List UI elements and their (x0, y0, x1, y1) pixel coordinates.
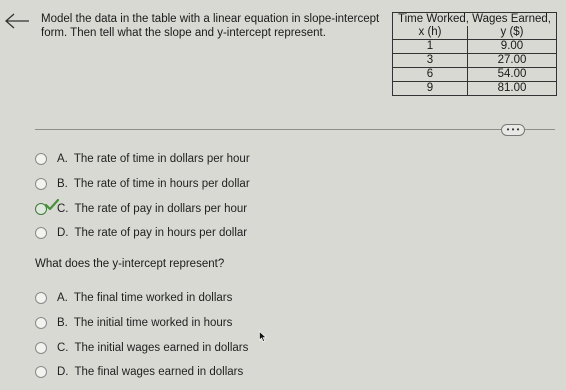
intercept-option-d[interactable] (35, 365, 243, 379)
radio-button[interactable] (35, 292, 47, 304)
table-cell: 27.00 (468, 54, 557, 68)
back-arrow-icon[interactable] (4, 12, 30, 30)
section-divider (35, 129, 555, 130)
slope-option-d[interactable] (35, 226, 247, 240)
table-cell: 9.00 (468, 40, 557, 54)
table-row (393, 40, 557, 54)
radio-button[interactable] (35, 366, 47, 378)
radio-button[interactable] (35, 342, 47, 354)
checkmark-icon (45, 198, 59, 212)
table-row (393, 82, 557, 96)
table-title: Time Worked, Wages Earned, (393, 13, 557, 27)
slope-option-a[interactable] (35, 152, 250, 166)
column-header-x: x (h) (393, 26, 468, 40)
option-letter: C. (57, 342, 69, 354)
wages-table (392, 12, 557, 96)
slope-option-c[interactable] (35, 202, 247, 216)
option-text: The final time worked in dollars (73, 292, 233, 304)
expand-more-button[interactable]: • • • (501, 124, 525, 136)
slope-option-b[interactable] (35, 177, 250, 191)
table-row (393, 68, 557, 82)
table-cell: 6 (393, 68, 468, 82)
option-text: The final wages earned in dollars (74, 366, 244, 378)
option-letter: A. (57, 153, 68, 165)
table-row (393, 54, 557, 68)
option-text: The initial wages earned in dollars (74, 342, 249, 354)
table-cell: 3 (393, 54, 468, 68)
option-text: The initial time worked in hours (73, 317, 233, 329)
column-header-y: y ($) (468, 26, 557, 40)
intercept-question: What does the y-intercept represent? (35, 258, 225, 270)
table-cell: 81.00 (468, 82, 557, 96)
option-letter: D. (57, 366, 69, 378)
radio-button[interactable] (35, 317, 47, 329)
option-text: The rate of pay in dollars per hour (74, 203, 248, 215)
radio-button[interactable] (35, 227, 47, 239)
radio-button[interactable] (35, 178, 47, 190)
option-letter: B. (57, 178, 68, 190)
option-letter: B. (57, 317, 68, 329)
intercept-option-b[interactable] (35, 316, 232, 330)
table-cell: 1 (393, 40, 468, 54)
mouse-cursor-icon (259, 331, 267, 342)
option-letter: D. (57, 227, 69, 239)
option-letter: A. (57, 292, 68, 304)
table-cell: 9 (393, 82, 468, 96)
option-text: The rate of pay in hours per dollar (74, 227, 248, 239)
option-text: The rate of time in dollars per hour (73, 153, 250, 165)
intercept-option-a[interactable] (35, 291, 232, 305)
radio-button[interactable] (35, 153, 47, 165)
option-letter: C. (57, 203, 69, 215)
intercept-option-c[interactable] (35, 341, 248, 355)
problem-prompt: Model the data in the table with a linear equation in slope-intercept form. Then tell what the slope and y-intercept represent. (41, 13, 380, 39)
option-text: The rate of time in hours per dollar (73, 178, 250, 190)
table-cell: 54.00 (468, 68, 557, 82)
